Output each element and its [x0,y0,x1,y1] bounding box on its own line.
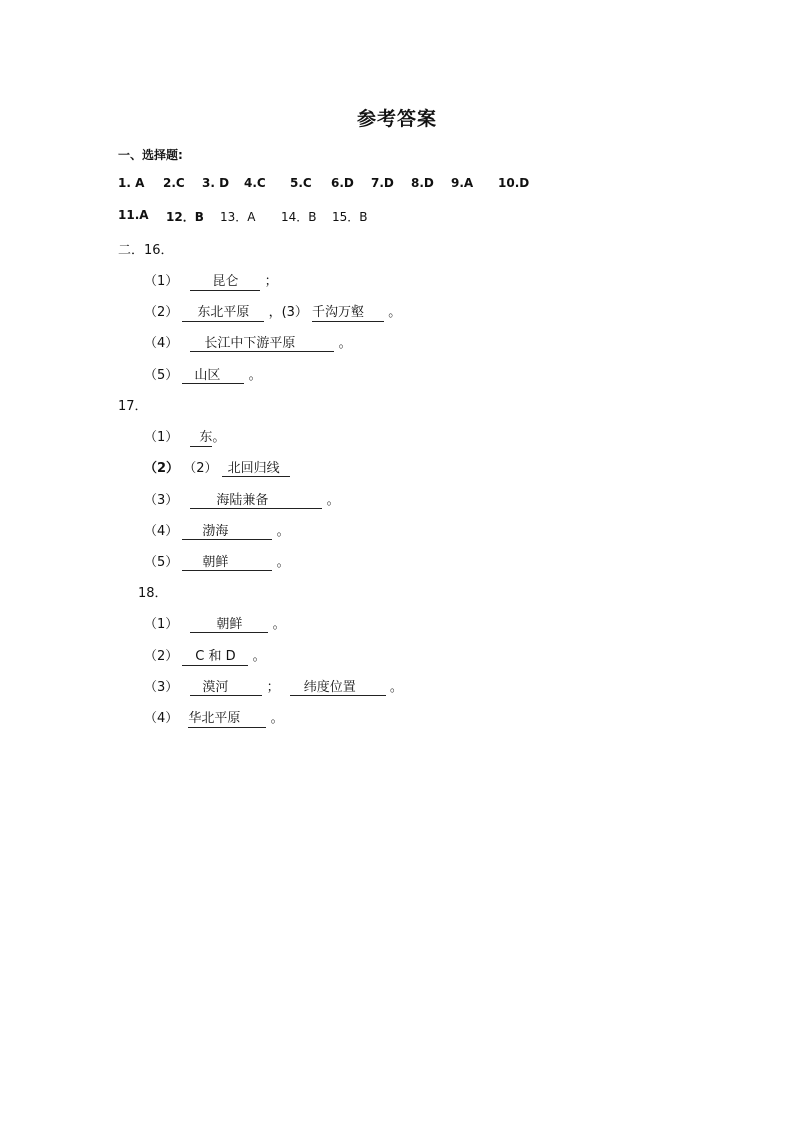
question-17-3 [144,489,340,509]
punctuation: 。 [388,305,402,320]
punctuation: 。 [326,493,340,508]
question-16-heading: 二．16． [118,243,174,258]
choice-answer: 11.A [118,208,149,222]
answer-blank: 漠河 [190,680,262,696]
item-number: （5） [144,368,179,383]
item-number: （4） [144,336,179,351]
choice-answer: 8.D [411,176,434,190]
answer-blank: 山区 [182,368,244,384]
answer-blank: 东 [190,430,212,447]
item-number: （3） [144,680,179,695]
question-18-heading: 18． [138,586,168,601]
question-18-1 [144,613,286,633]
question-17-4 [144,520,290,540]
choice-answer: 5.C [290,176,312,190]
question-17-heading: 17． [118,399,148,414]
answer-blank: 朝鲜 [182,555,272,571]
punctuation: 。 [389,680,403,695]
item-number: （5） [144,555,179,570]
answer-blank: 纬度位置 [290,680,386,696]
question-18-2 [144,645,266,666]
answer-blank: 海陆兼备 [190,493,322,509]
item-number: （4） [144,524,179,539]
answer-blank: 渤海 [182,524,272,540]
choice-answer: 2.C [163,176,185,190]
separator-text: ，(3） [268,305,308,320]
punctuation: 。 [248,368,262,383]
answer-blank: 千沟万壑 [312,305,384,322]
item-number: （3） [144,493,179,508]
item-number: （2） [183,461,218,476]
choice-answer: 9.A [451,176,474,190]
answer-blank: 华北平原 [188,711,266,728]
choice-answer: 12．B [166,210,204,224]
question-18-4 [144,707,284,728]
choice-answer: 13．A [220,210,256,224]
choice-answer: 7.D [371,176,394,190]
item-number: （2） [144,649,179,664]
punctuation: 。 [338,336,352,351]
item-number: （4） [144,711,179,726]
question-16-4 [144,332,352,352]
punctuation: 。 [276,555,290,570]
punctuation: 。 [276,524,290,539]
answer-blank: 北回归线 [222,461,290,477]
question-17-5 [144,551,290,571]
choice-answer: 10.D [498,176,530,190]
choice-answer: 6.D [331,176,354,190]
question-16-2 [144,301,401,322]
item-number: （1） [144,274,179,289]
answer-blank: C 和 D [182,649,248,666]
item-number: （1） [144,617,179,632]
punctuation: 。 [212,430,226,445]
question-18-3 [144,676,403,696]
item-number: （2） [144,461,180,476]
punctuation: 。 [272,617,286,632]
choice-answer: 1. A [118,176,145,190]
section-choice-heading: 一、选择题: [118,148,183,162]
item-number: （2） [144,305,179,320]
choice-answer: 14．B [281,210,317,224]
answer-blank: 长江中下游平原 [190,336,334,352]
question-16-5 [144,364,262,384]
answer-blank: 东北平原 [182,305,264,322]
punctuation: ； [264,274,278,289]
question-17-2 [144,457,290,477]
item-number: （1） [144,430,179,445]
punctuation: 。 [270,711,284,726]
answer-blank: 朝鲜 [190,617,268,633]
answer-blank: 昆仑 [190,274,260,291]
question-17-1 [144,426,225,447]
question-16-1 [144,270,278,291]
choice-answer: 15．B [332,210,368,224]
punctuation: 。 [252,649,266,664]
separator-text: ； [266,680,280,695]
page-title: 参考答案 [356,108,437,130]
choice-answer: 4.C [244,176,266,190]
choice-answer: 3. D [202,176,230,190]
